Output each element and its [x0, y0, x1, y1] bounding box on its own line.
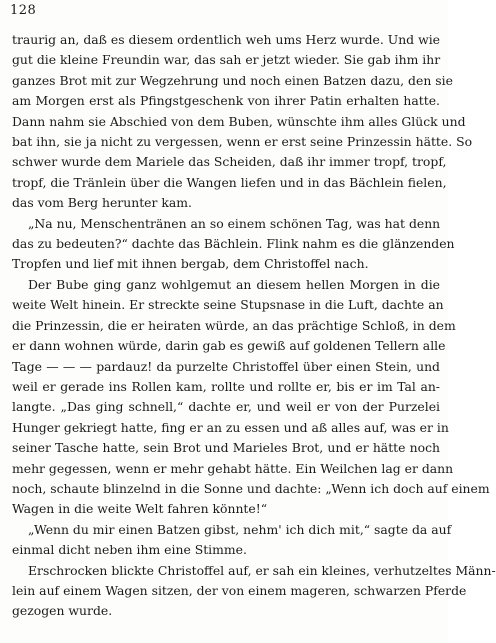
text-line: das zu bedeuten?“ dachte das Bächlein. Flink nahm es die glänzenden	[12, 236, 455, 252]
text-line: gut die kleine Freundin war, das sah er jetzt wieder. Sie gab ihm ihr	[12, 52, 441, 68]
text-line: „Wenn du mir einen Batzen gibst, nehm' ich dich mit,“ sagte da auf	[28, 521, 452, 537]
text-line: Tage — — — pardauz! da purzelte Christoffel über einen Stein, und	[12, 358, 440, 374]
text-line: weil er gerade ins Rollen kam, rollte und rollte er, bis er im Tal an-	[12, 378, 440, 394]
paragraph	[12, 520, 452, 561]
text-line: Wagen in die weite Welt fahren könnte!“	[12, 501, 268, 517]
text-line: noch, schaute blinzelnd in die Sonne und dachte: „Wenn ich doch auf einem	[12, 480, 490, 496]
text-line: Dann nahm sie Abschied von dem Buben, wünschte ihm alles Glück und	[12, 113, 466, 129]
text-line: das vom Berg herunter kam.	[12, 195, 192, 211]
text-line: seiner Tasche hatte, sein Brot und Marieles Brot, und er hätte noch	[12, 440, 440, 456]
paragraph	[12, 561, 496, 622]
text-line: er dann wohnen würde, darin gab es gewiß auf goldenen Tellern alle	[12, 338, 446, 354]
text-line: Erschrocken blickte Christoffel auf, er sah ein kleines, verhutzeltes Männ-	[28, 562, 496, 578]
text-line: weite Welt hinein. Er streckte seine Stupsnase in die Luft, dachte an	[12, 297, 444, 313]
text-line: „Na nu, Menschentränen an so einem schönen Tag, was hat denn	[28, 215, 441, 231]
page-number: 128	[10, 3, 37, 18]
text-line: bat ihn, sie ja nicht zu vergessen, wenn er erst seine Prinzessin hätte. So	[12, 134, 473, 150]
text-line: lein auf einem Wagen sitzen, der von einem mageren, schwarzen Pferde	[12, 582, 467, 598]
text-line: Der Bube ging ganz wohlgemut an diesem hellen Morgen in die	[28, 276, 440, 292]
paragraph	[12, 214, 455, 275]
body-text	[12, 30, 496, 622]
text-line: mehr gegessen, wenn er mehr gehabt hätte. Ein Weilchen lag er dann	[12, 460, 454, 476]
text-line: die Prinzessin, die er heiraten würde, an das prächtige Schloß, in dem	[12, 317, 456, 333]
paragraph	[12, 275, 490, 520]
text-line: ganzes Brot mit zur Wegzehrung und noch einen Batzen dazu, den sie	[12, 72, 453, 88]
text-line: Tropfen und lief mit ihnen bergab, dem Christoffel nach.	[12, 256, 369, 272]
paragraph	[12, 30, 473, 214]
text-line: tropf, die Tränlein über die Wangen liefen und in das Bächlein fielen,	[12, 174, 447, 190]
text-line: gezogen wurde.	[12, 603, 113, 619]
text-line: schwer wurde dem Mariele das Scheiden, daß ihr immer tropf, tropf,	[12, 154, 447, 170]
text-line: langte. „Das ging schnell,“ dachte er, und weil er von der Purzelei	[12, 399, 440, 415]
text-line: traurig an, daß es diesem ordentlich weh ums Herz wurde. Und wie	[12, 32, 440, 47]
text-line: Hunger gekriegt hatte, fing er an zu essen und aß alles auf, was er in	[12, 419, 449, 435]
text-line: am Morgen erst als Pfingstgeschenk von ihrer Patin erhalten hatte.	[12, 93, 440, 109]
text-line: einmal dicht neben ihm eine Stimme.	[12, 542, 247, 558]
